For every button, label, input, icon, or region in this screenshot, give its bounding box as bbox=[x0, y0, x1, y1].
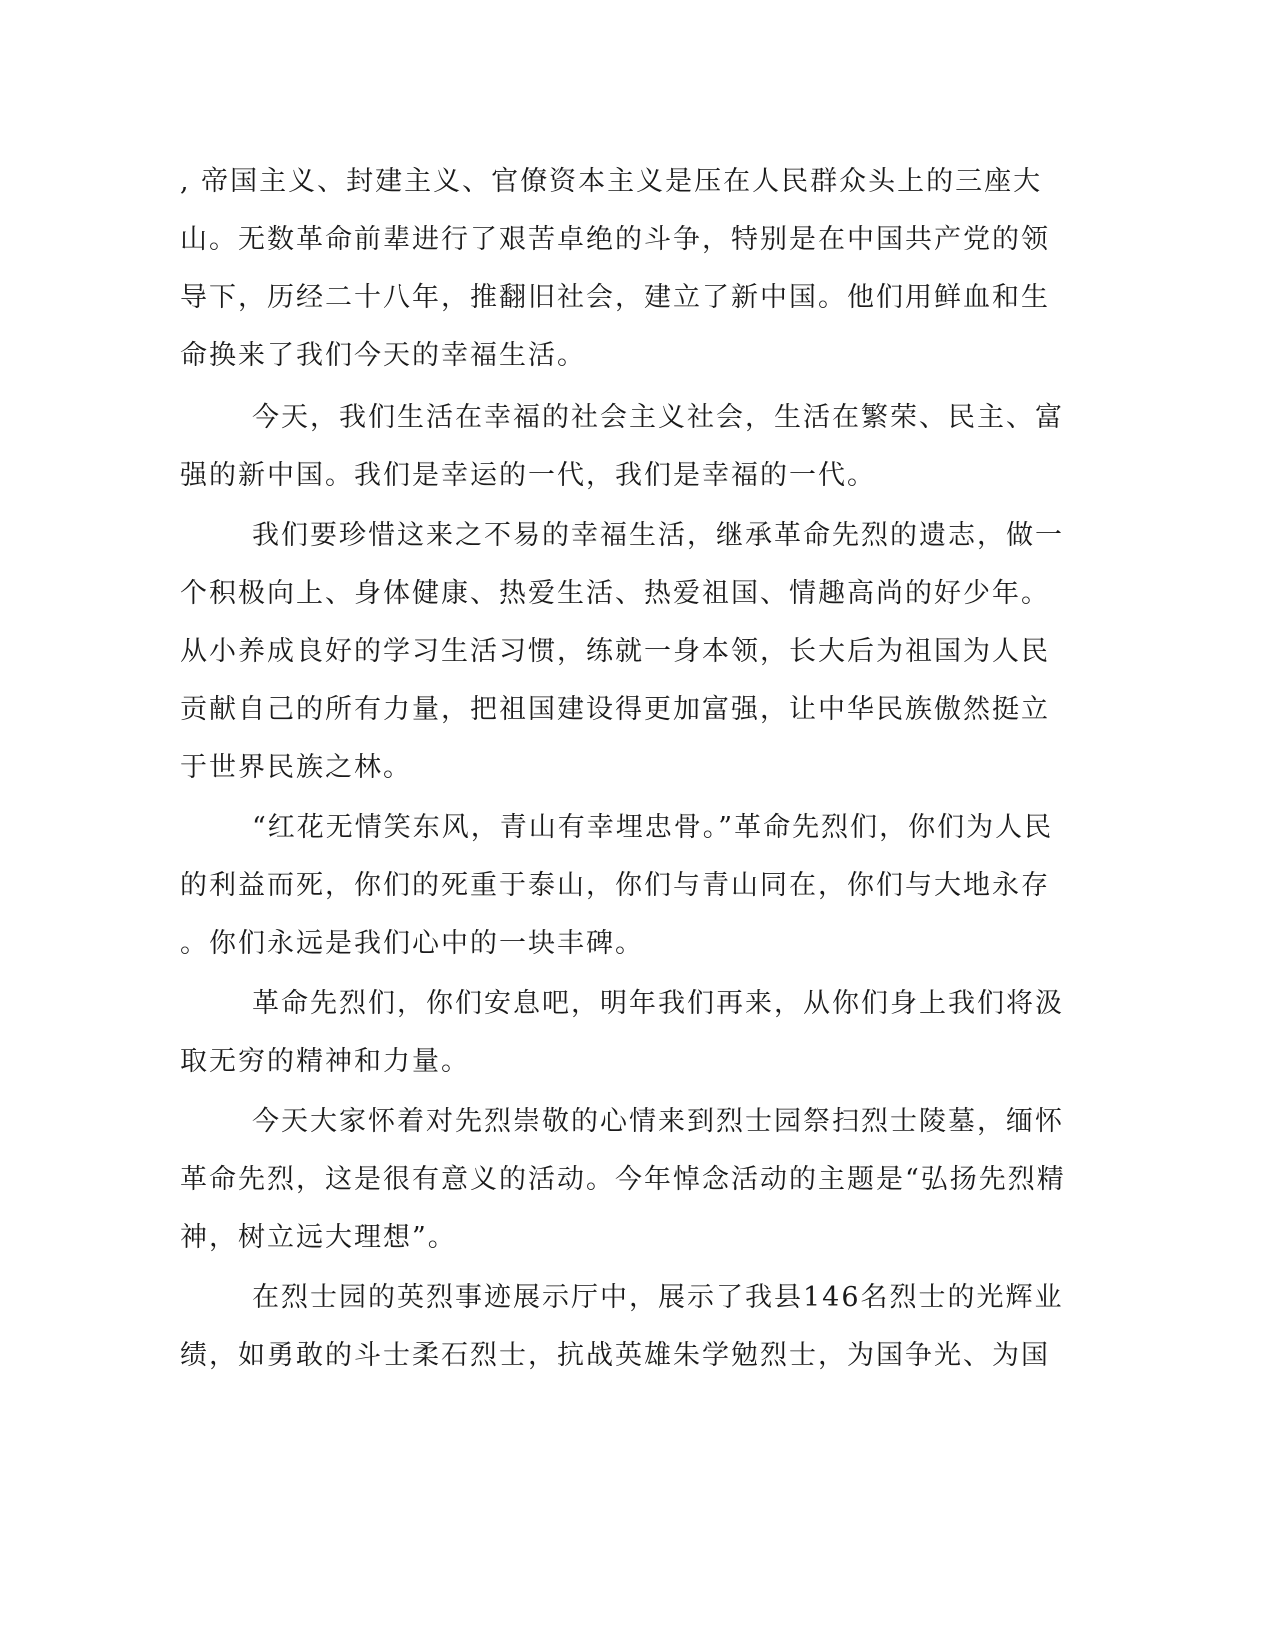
text-line: 革命先烈，这是很有意义的活动。今年悼念活动的主题是“弘扬先烈精 bbox=[180, 1164, 1066, 1195]
text-line: 的利益而死，你们的死重于泰山，你们与青山同在，你们与大地永存 bbox=[180, 870, 1050, 901]
text-line: 导下，历经二十八年，推翻旧社会，建立了新中国。他们用鲜血和生 bbox=[180, 282, 1050, 313]
text-line: 我们要珍惜这来之不易的幸福生活，继承革命先烈的遗志，做一 bbox=[252, 520, 1064, 551]
text-line: , 帝国主义、封建主义、官僚资本主义是压在人民群众头上的三座大 bbox=[180, 166, 1043, 197]
text-line: “红花无情笑东风，青山有幸埋忠骨。”革命先烈们，你们为人民 bbox=[252, 812, 1054, 843]
text-line: 神，树立远大理想”。 bbox=[180, 1222, 457, 1253]
text-line: 今天，我们生活在幸福的社会主义社会，生活在繁荣、民主、富 bbox=[252, 402, 1064, 433]
text-line: 命换来了我们今天的幸福生活。 bbox=[180, 340, 586, 371]
text-line: 革命先烈们，你们安息吧，明年我们再来，从你们身上我们将汲 bbox=[252, 988, 1064, 1019]
text-line: 山。无数革命前辈进行了艰苦卓绝的斗争，特别是在中国共产党的领 bbox=[180, 224, 1050, 255]
text-line: 强的新中国。我们是幸运的一代，我们是幸福的一代。 bbox=[180, 460, 876, 491]
text-line: 取无穷的精神和力量。 bbox=[180, 1046, 470, 1077]
text-line: 绩，如勇敢的斗士柔石烈士，抗战英雄朱学勉烈士，为国争光、为国 bbox=[180, 1340, 1050, 1371]
text-line: 在烈士园的英烈事迹展示厅中，展示了我县146名烈士的光辉业 bbox=[252, 1282, 1064, 1313]
text-line: 今天大家怀着对先烈崇敬的心情来到烈士园祭扫烈士陵墓，缅怀 bbox=[252, 1106, 1064, 1137]
text-line: 。你们永远是我们心中的一块丰碑。 bbox=[180, 928, 644, 959]
text-line: 从小养成良好的学习生活习惯，练就一身本领，长大后为祖国为人民 bbox=[180, 636, 1050, 667]
text-line: 于世界民族之林。 bbox=[180, 752, 412, 783]
text-line: 个积极向上、身体健康、热爱生活、热爱祖国、情趣高尚的好少年。 bbox=[180, 578, 1050, 609]
text-line: 贡献自己的所有力量，把祖国建设得更加富强，让中华民族傲然挺立 bbox=[180, 694, 1050, 725]
